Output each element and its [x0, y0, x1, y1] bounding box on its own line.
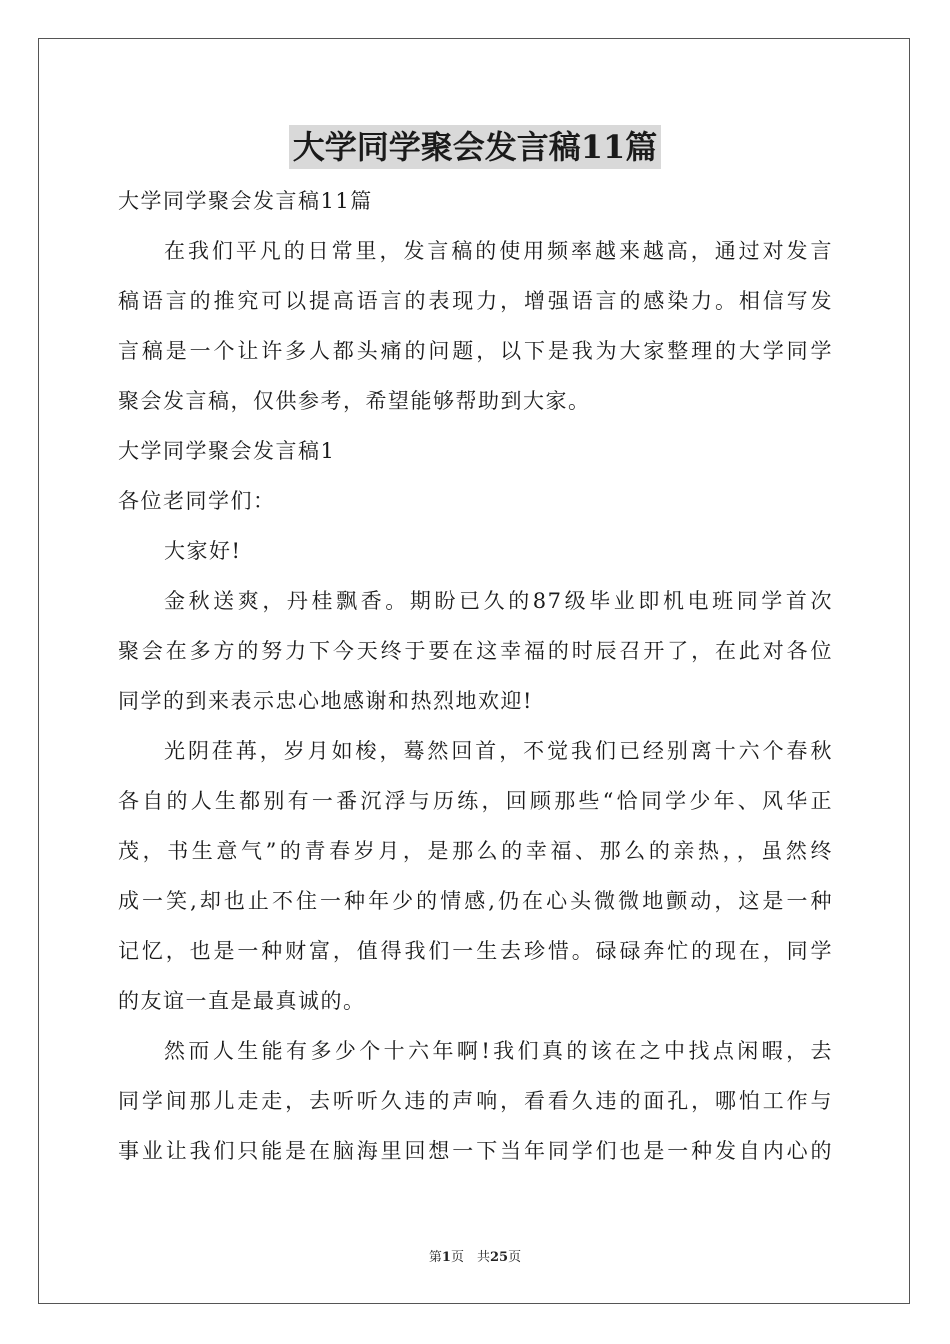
paragraph-line: 聚会发言稿，仅供参考，希望能够帮助到大家。	[118, 389, 591, 413]
paragraph-line: 言稿是一个让许多人都头痛的问题，以下是我为大家整理的大学同学	[118, 339, 833, 363]
section-heading: 大学同学聚会发言稿1	[118, 439, 336, 463]
salutation-line: 各位老同学们：	[118, 489, 276, 513]
document-body	[118, 176, 833, 1176]
current-page-number: 1	[441, 1250, 451, 1265]
paragraph-line: 的友谊一直是最真诚的。	[118, 989, 366, 1013]
paragraph-line: 记忆，也是一种财富，值得我们一生去珍惜。碌碌奔忙的现在，同学	[118, 939, 833, 963]
paragraph-line: 稿语言的推究可以提高语言的表现力，增强语言的感染力。相信写发	[118, 289, 833, 313]
paragraph-line: 光阴荏苒，岁月如梭，蓦然回首，不觉我们已经别离十六个春秋	[164, 739, 833, 763]
page-mid: 页 共	[450, 1250, 490, 1265]
paragraph-line: 聚会在多方的努力下今天终于要在这幸福的时辰召开了，在此对各位	[118, 639, 833, 663]
page-prefix: 第	[428, 1250, 442, 1265]
paragraph-line: 然而人生能有多少个十六年啊!我们真的该在之中找点闲暇，去	[164, 1039, 833, 1063]
page-suffix: 页	[508, 1250, 522, 1265]
paragraph-line: 茂，书生意气”的青春岁月，是那么的幸福、那么的亲热，，虽然终	[118, 839, 833, 863]
paragraph-line: 事业让我们只能是在脑海里回想一下当年同学们也是一种发自内心的	[118, 1139, 833, 1163]
paragraph-line: 成一笑,却也止不住一种年少的情感,仍在心头微微地颤动，这是一种	[118, 889, 833, 913]
subtitle-line: 大学同学聚会发言稿11篇	[118, 189, 373, 213]
title-container	[0, 125, 950, 169]
paragraph-line: 各自的人生都别有一番沉浮与历练，回顾那些“恰同学少年、风华正	[118, 789, 833, 813]
document-title: 大学同学聚会发言稿11篇	[289, 125, 662, 169]
greeting-line: 大家好!	[164, 539, 242, 563]
page-footer	[0, 1246, 950, 1265]
paragraph-line: 在我们平凡的日常里，发言稿的使用频率越来越高，通过对发言	[164, 239, 833, 263]
paragraph-line: 金秋送爽，丹桂飘香。期盼已久的87级毕业即机电班同学首次	[164, 589, 833, 613]
paragraph-line: 同学的到来表示忠心地感谢和热烈地欢迎!	[118, 689, 533, 713]
total-page-count: 25	[489, 1250, 509, 1265]
paragraph-line: 同学间那儿走走，去听听久违的声响，看看久违的面孔，哪怕工作与	[118, 1089, 833, 1113]
